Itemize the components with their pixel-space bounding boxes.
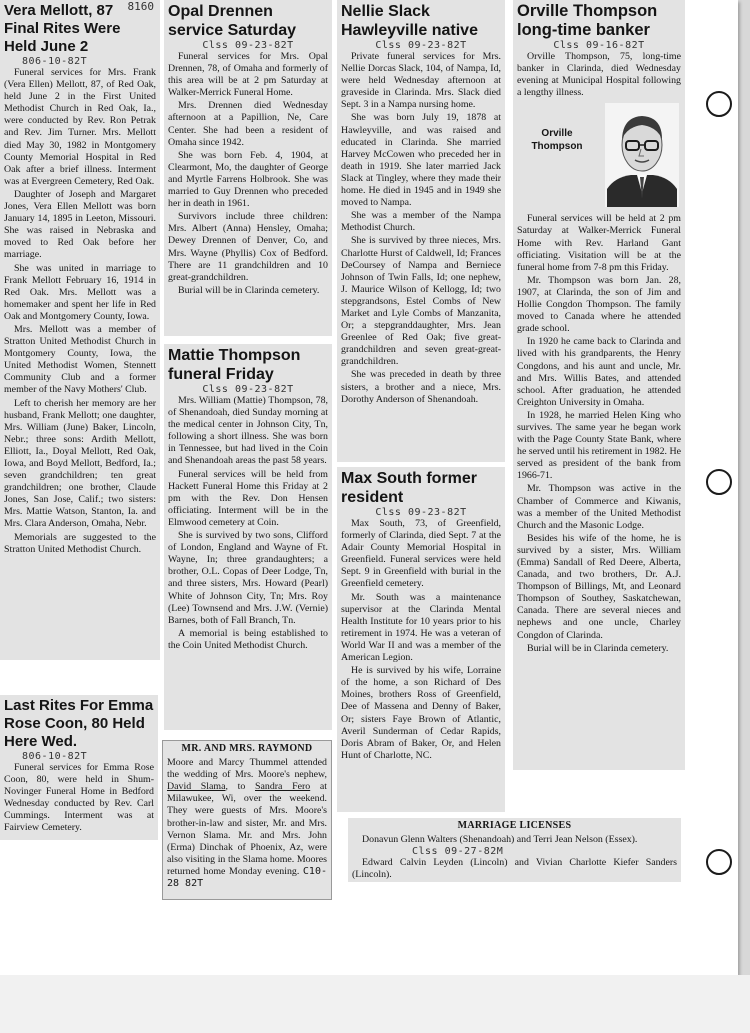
headline: Orville Thompson long-time banker [517,2,658,39]
paragraph: Burial will be in Clarinda cemetery. [527,642,669,654]
obituary-mellott [0,0,160,660]
paragraph: Private funeral services for Mrs. Nellie Dorcas Slack, 104, of Nampa, Id, were held Wednesday afternoon at graveside in Clarinda. Mrs. Slack died Sept. 3 in a Nampa nursing home. [341,51,501,111]
paragraph: She was preceded in death by three sisters, a brother and a niece, Mrs. Dorothy Anderson of Shenandoah. [341,369,501,405]
obituary-south [337,467,505,812]
paragraph: Mr. South was a maintenance supervisor at the Clarinda Mental Health Institute for 10 years prior to his retirement in 1974. He was a veteran of World War II and was a member of the American Legion. [341,591,501,664]
headline: Vera Mellott, 87 Final Rites Were Held June 2 [4,2,121,55]
paragraph: Survivors include three children: Mrs. Albert (Anna) Hensley, Omaha; Dewey Drennen of Denver, Co, and Mrs. Wayne (Phyllis) Cox of Bedford. There are 11 grandchildren and 10 great-grandchildren. [168,211,328,283]
paragraph: Besides his wife of the home, he is survived by a sister, Mrs. William (Emma) Sandall of Red Deere, Alberta, Canada, and two brothers, Dr. A.J. Thompson of Billings, Mt, and Leonard Thompson of Southey, Saskatchewan, Canada. There are several nieces and nephews and one uncle, Charley Congdon of Clarinda. [517,532,681,641]
paragraph: Daughter of Joseph and Margaret Jones, Vera Ellen Mellott was born January 14, 1895 in Leeton, Missouri. She was raised in Nebraska and moved to Red Oak before her marriage. [4,188,156,261]
paragraph: Funeral services will be held at 2 pm Saturday at Walker-Merrick Funeral Home with Rev. Harland Gant officiating. Visitation will be at the funeral home from 7-8 pm this Friday. [517,213,681,273]
handwritten-note: Clss 09-27-82M [412,846,504,858]
paragraph: She is survived by three nieces, Mrs. Charlotte Hurst of Caldwell, Id; Frances DeCoursey of Nampa and Berniece Johnson of Twin Falls, Id; one nephew, J. Maurice Wilson of Kellogg, Id; two stepgrandsons, Estel Combs of New Market and Lyle Combs of Manzanita, Or; a stepgranddaughter, Mrs. Jean Greenlee of Red Oak; five great-grandchildren and seven great-great-grandchildren. [341,235,501,368]
article-body [168,395,328,652]
paragraph: In 1928, he married Helen King who survives. The same year he began work with the Page County State Bank, where he served until his retirement in 1982. He served as president of the bank from 1966-71. [517,409,681,482]
handwritten-note: Clss 09-23-82T [375,507,467,518]
photo-block [517,103,681,209]
paragraph: Funeral services will be held from Hackett Funeral Home this Friday at 2 pm with the Rev. Don Hensen officiating. Interment will be in the Elmwood cemetery at Coin. [168,468,328,528]
intro-text: Orville Thompson, 75, long-time banker in Clarinda, died Wednesday evening at Municipal Hospital following a lengthy illness. [517,51,681,99]
paragraph: Mr. Thompson was born Jan. 28, 1907, at Clarinda, the son of Jim and Hollie Congdon Thompson. The family moved to Canada where he attended grade school. [517,274,681,335]
paragraph: Burial will be in Clarinda cemetery. [178,284,320,296]
headline: Mattie Thompson funeral Friday [168,347,301,383]
headline: Last Rites For Emma Rose Coon, 80 Held Here Wed. [4,697,154,750]
handwritten-note: Clss 09-23-82T [202,40,294,51]
paragraph: Funeral services for Emma Rose Coon, 80, were held in Shum-Novinger Funeral Home in Bedford Wednesday conducted by Rev. Carl Cummings. Interment was at Fairview Cemetery. [4,762,154,834]
paragraph: Mrs. Drennen died Wednesday afternoon at a Papillion, Ne, Care Center. She had been a resident of Omaha since 1942. [168,100,328,148]
binder-hole [706,91,732,117]
article-body [341,51,501,406]
binder-hole [706,469,732,495]
note-title: MR. AND MRS. RAYMOND [181,743,313,754]
marriage-licenses [348,818,681,882]
obituary-slack [337,0,505,462]
paragraph: She was born July 19, 1878 at Hawleyville, and was raised and educated in Clarinda. She married Harvey McCowen who preceded her in death in 1919. She later married Jack Slack at Tingley, where they made their home. He died in 1945 and in 1949 she moved to Nampa. [341,112,501,209]
note-text: Moore and Marcy Thummel attended the wedding of Mrs. Moore's nephew, David Slama, to Sandra Fero at Milawukee, Wi, over the weekend. They were guests of Mrs. Moore's brother-in-law and sister, Mr. and Mrs. Vernon Slama. Mr. and Mrs. John (Erma) Dinchak of Phoenix, Az, were also visiting in the Slama home. Moores returned home Monday evening. C10-28 82T [167,757,327,890]
handwritten-note: 806-10-82T [22,56,88,67]
paragraph: Funeral services for Mrs. Opal Drennen, 78, of Omaha and formerly of this area will be at 2 pm Saturday at Walker-Merrick Funeral Home. [168,51,328,99]
obituary-orville-thompson [513,0,685,770]
handwritten-note: 806-10-82T [22,751,88,762]
license-entry: Donavun Glenn Walters (Shenandoah) and Terri Jean Nelson (Essex). [362,834,638,846]
article-body [4,67,156,556]
portrait-image [605,103,679,207]
binder-hole [706,849,732,875]
article-body [4,762,154,835]
corner-note: 8160 [127,0,154,13]
obituary-mattie-thompson [164,344,332,730]
photo-caption: Orville Thompson [531,128,583,153]
obituary-coon [0,695,158,840]
handwritten-note: Clss 09-23-82T [375,40,467,51]
headline: Opal Drennen service Saturday [168,3,297,39]
paragraph: She is survived by two sons, Clifford of London, England and Wayne of Ft. Wayne, In; three grandaughters; a brother, O.L. Copas of Deer Lodge, Tn, and three sisters, Mrs. Howard (Pearl) White of Johnson City, Tn; Mrs. Roy (Lee) Townsend and Mrs. J.W. (Vernie) Barnes, both of Fall Branch, Tn. [168,530,328,626]
article-body [168,51,328,297]
paragraph: She was born Feb. 4, 1904, at Clearmont, Mo, the daughter of George and Myrtle Farrens Holbrook. She was married to Guy Drennen who preceded her in death in 1961. [168,149,328,210]
paragraph: She was a member of the Nampa Methodist Church. [341,210,501,234]
paragraph: In 1920 he came back to Clarinda and lived with his grandparents, the Henry Congdons, and his aunt and uncle, Mr. and Mrs. Willis Bates, and attended school. After graduation, he attended Creighton University in Omaha. [517,336,681,408]
paragraph: Funeral services for Mrs. Frank (Vera Ellen) Mellott, 87, of Red Oak, held June 2 in the First United Methodist Church in Red Oak, Ia., were conducted by Rev. Ron Petrak and Rev. Jim Turner. Mrs. Mellott died May 30, 1982 in Montgomery County Memorial Hospital in Red Oak after a brief illness. Interment was at Evergreen Cemetery, Red Oak. [4,67,156,187]
article-body [517,213,681,654]
paragraph: Left to cherish her memory are her husband, Frank Mellott; one daughter, Mrs. William (June) Baker, Lincoln, Nebr.; three sons: Ardith Mellott, Elliott, Ia., Doyal Mellott, Red Oak, Iowa, and Boyd Mellott, Bedford, Ia.; seven grandchildren; ten great grandchildren; one brother, Claude Jones, San Jose, Calif.; two sisters: Mrs. Mattie Watson, Stanton, Ia. and Mrs. Clara Anderson, Omaha, Nebr. [4,397,156,530]
social-note-moore [162,740,332,900]
paragraph: He is survived by his wife, Lorraine of the home, a son Richard of Des Moines, brothers Ross of Greenfield, Dee of Massena and Denny of Baker, Or; sisters Faye Brown of Atlantic, Averil Sunderman of Cedar Rapids, Doris Abram of Baker, Or, and Helen Hunt of Charlotte, NC. [341,665,501,761]
paragraph: Max South, 73, of Greenfield, formerly of Clarinda, died Sept. 7 at the Adair County Memorial Hospital in Greenfield. Funeral services were held Sept. 9 in Greenfield with burial in the Greenfield cemetery. [341,518,501,590]
handwritten-note: Clss 09-23-82T [202,384,294,395]
paragraph: Memorials are suggested to the Stratton United Methodist Church. [4,531,156,555]
paragraph: She was united in marriage to Frank Mellott February 16, 1914 in Red Oak. Mrs. Mellott was a homemaker and spent her life in Red Oak and Montgomery County, Iowa. [4,262,156,322]
portrait-photo [605,103,679,207]
paragraph: Mrs. Mellott was a member of Stratton United Methodist Church in Montgomery County, Iowa, the United Methodist Women, Stennett Community Club and a former member of the Navy Mothers' Club. [4,323,156,396]
paragraph: A memorial is being established to the Coin United Methodist Church. [168,627,328,651]
section-title: MARRIAGE LICENSES [457,820,572,831]
obituary-drennen [164,0,332,336]
article-body [341,518,501,762]
paragraph: Mrs. William (Mattie) Thompson, 78, of Shenandoah, died Sunday morning at the medical center in Johnson City, Tn, following a short illness. She was born in Tennessee, but had lived in the Coin and Shenandoah areas the past 58 years. [168,395,328,467]
headline: Nellie Slack Hawleyville native [341,3,478,39]
paragraph: Mr. Thompson was active in the Chamber of Commerce and Kiwanis, was a member of the United Methodist Church and the Masonic Lodge. [517,483,681,531]
headline: Max South former resident [341,470,478,506]
license-entry: Edward Calvin Leyden (Lincoln) and Vivian Charlotte Kiefer Sanders (Lincoln). [352,857,677,881]
page-bottom-edge [0,975,750,1033]
handwritten-note: Clss 09-16-82T [553,40,645,51]
